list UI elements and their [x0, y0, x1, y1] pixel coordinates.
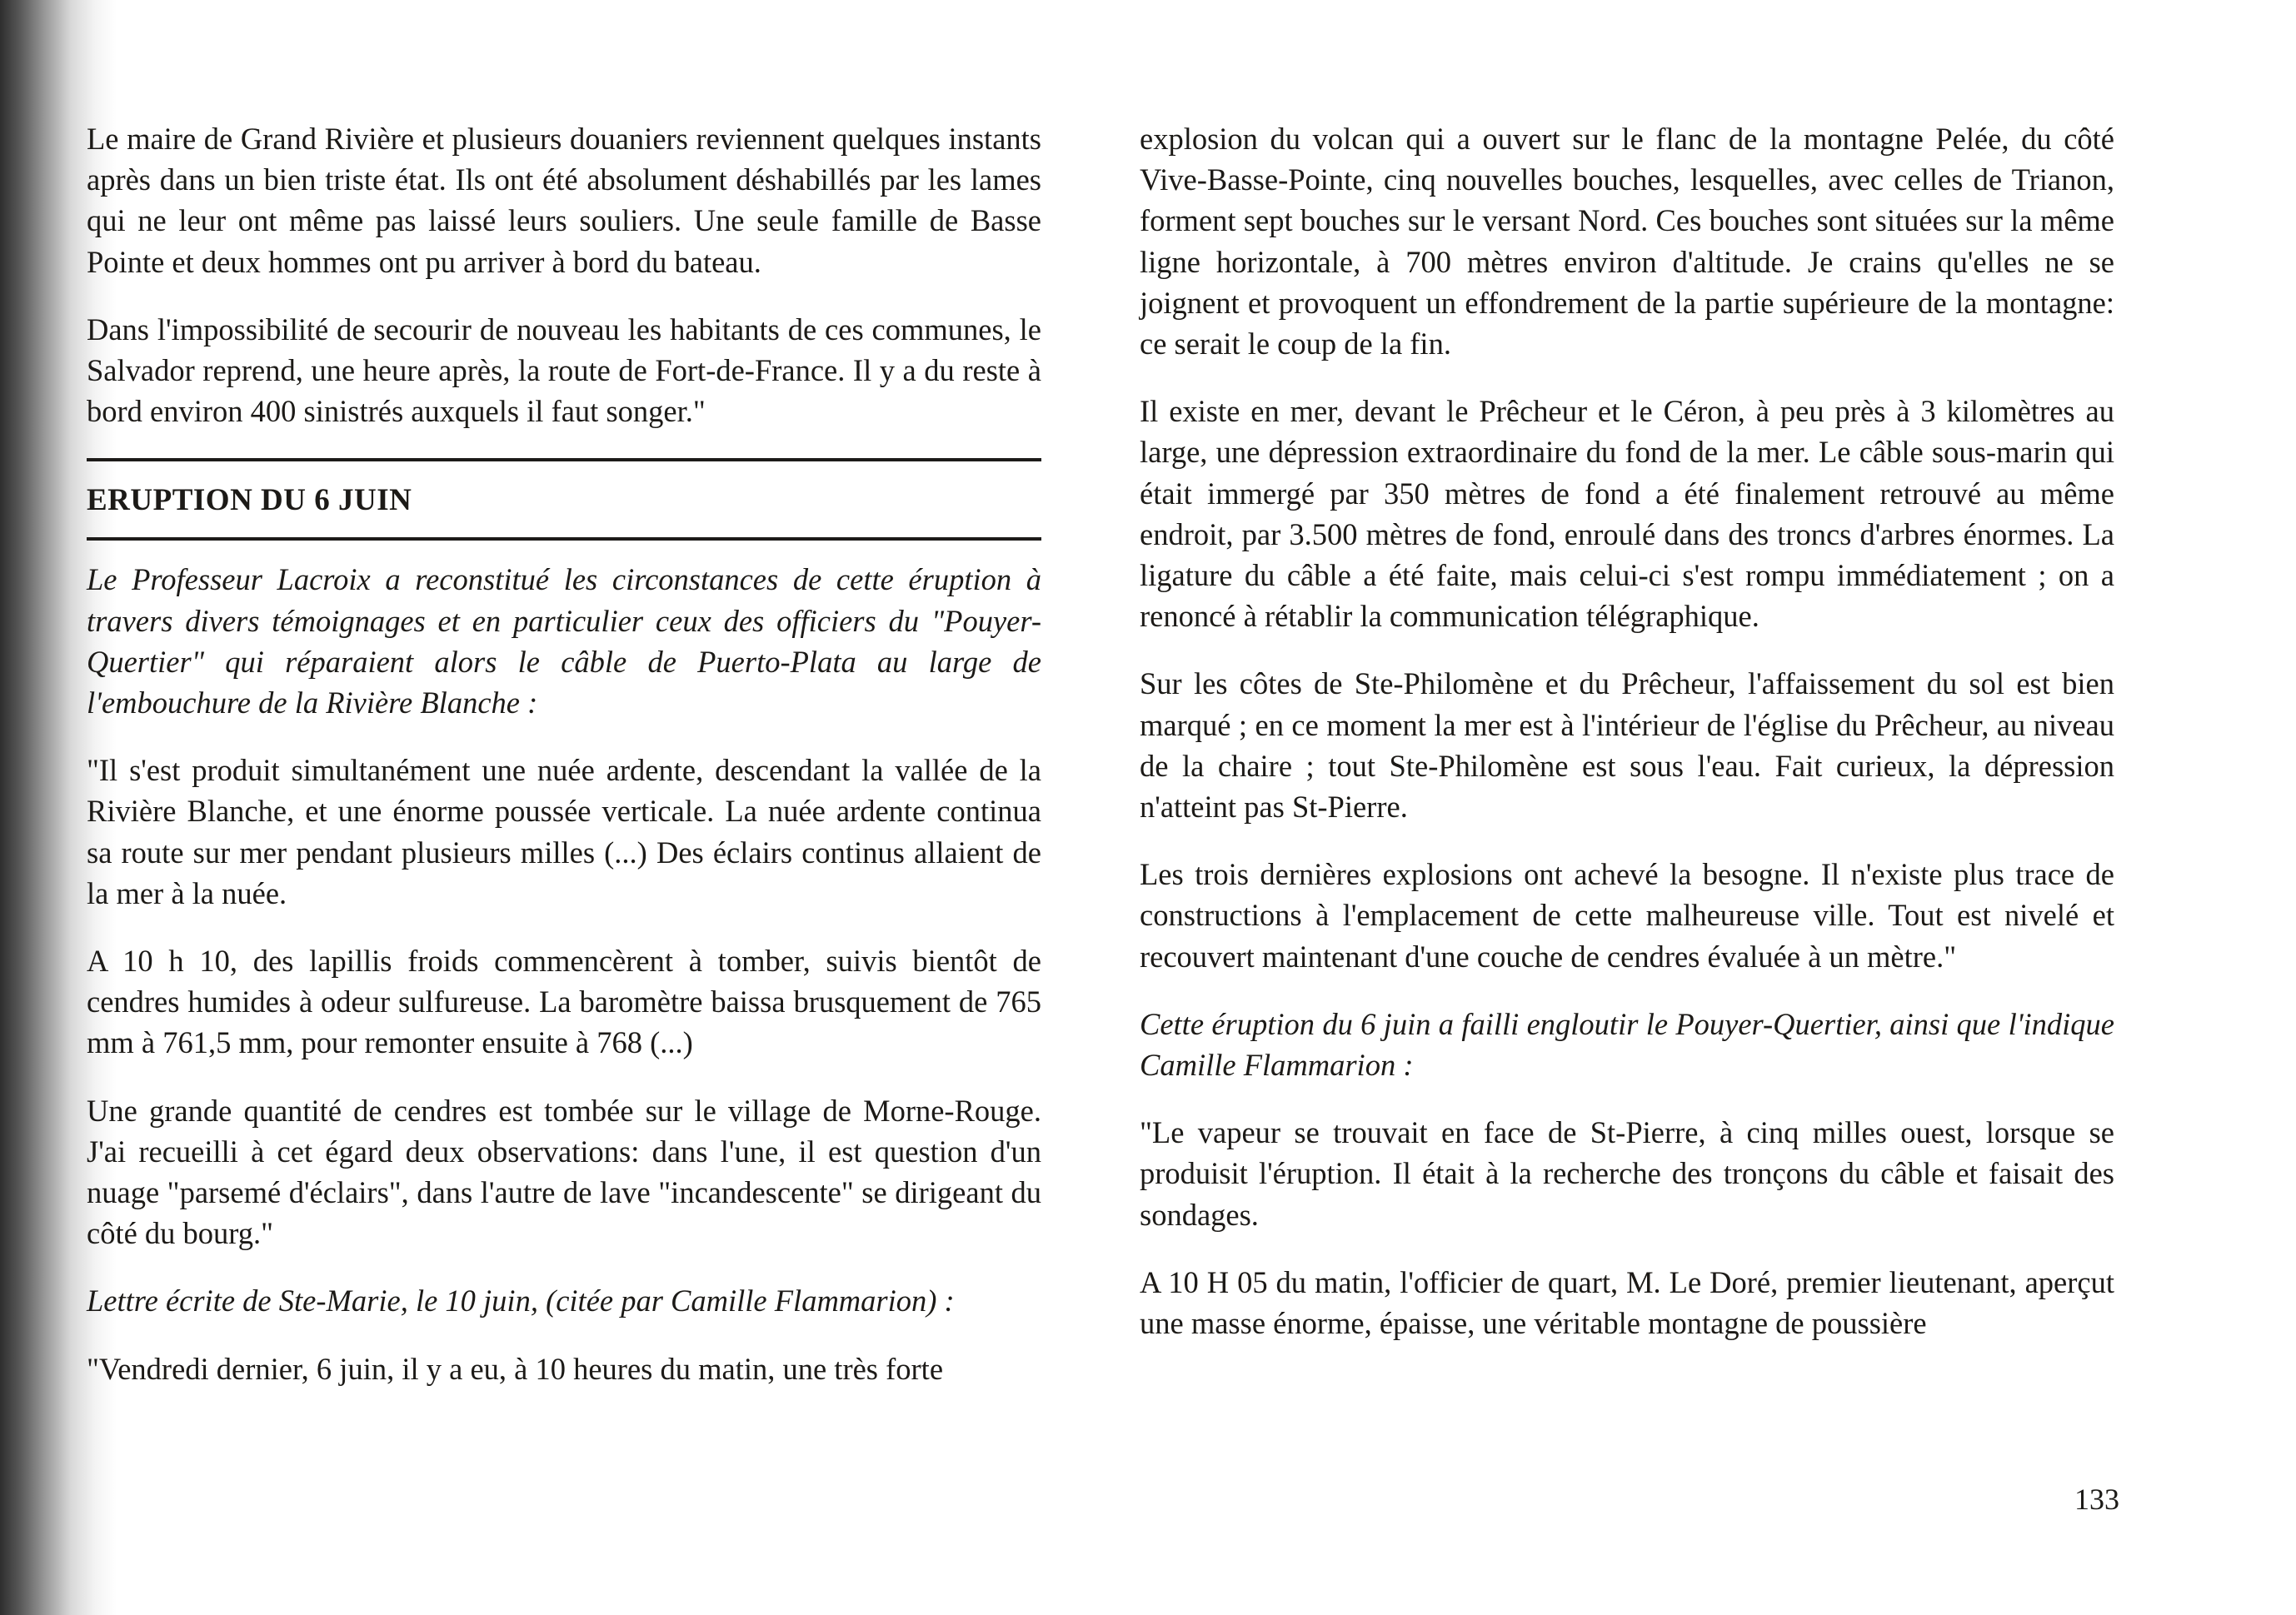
- section-heading: ERUPTION DU 6 JUIN: [87, 483, 412, 518]
- italic-paragraph: Lettre écrite de Ste-Marie, le 10 juin, (citée par Camille Flammarion) :: [87, 1284, 955, 1318]
- page-number: 133: [2074, 1483, 2119, 1516]
- paragraph: Dans l'impossibilité de secourir de nouveau les habitants de ces communes, le Salvador reprend, une heure après, la route de Fort-de-France. Il y a du reste à bord environ 400 sinistrés auxquels il faut songer.": [87, 312, 1041, 429]
- left-column: [87, 118, 1041, 1416]
- section-rule-top: [87, 458, 1041, 461]
- right-column: [1140, 118, 2114, 1370]
- paragraph: "Il s'est produit simultanément une nuée ardente, descendant la vallée de la Rivière Blanche, et une énorme poussée verticale. La nuée ardente continua sa route sur mer pendant plusieurs milles (...) Des éclairs continus allaient de la mer à la nuée.: [87, 753, 1041, 910]
- italic-paragraph: Cette éruption du 6 juin a failli engloutir le Pouyer-Quertier, ainsi que l'indique Camille Flammarion :: [1140, 1006, 2114, 1083]
- paragraph: "Le vapeur se trouvait en face de St-Pierre, à cinq milles ouest, lorsque se produisit l'éruption. Il était à la recherche des tronçons du câble et faisait des sondages.: [1140, 1115, 2114, 1232]
- paragraph: Il existe en mer, devant le Prêcheur et le Céron, à peu près à 3 kilomètres au large, une dépression extraordinaire du fond de la mer. Le câble sous-marin qui était immergé par 350 mètres de fond a été finalement retrouvé au même endroit, par 3.500 mètres de fond, enroulé dans des troncs d'arbres énormes. La ligature du câble a été faite, mais celui-ci s'est rompu immédiatement ; on a renoncé à rétablir la communication télégraphique.: [1140, 394, 2114, 634]
- paragraph: Une grande quantité de cendres est tombée sur le village de Morne-Rouge. J'ai recueilli à cet égard deux observations: dans l'une, il est question d'un nuage "parsemé d'éclairs", dans l'autre de lave "incandescente" se dirigeant du côté du bourg.": [87, 1093, 1041, 1251]
- italic-paragraph: Le Professeur Lacroix a reconstitué les circonstances de cette éruption à travers divers témoignages et en particulier ceux des officiers du "Pouyer-Quertier" qui réparaient alors le câble de Puerto-Plata au large de l'embouchure de la Rivière Blanche :: [87, 562, 1041, 720]
- paragraph: explosion du volcan qui a ouvert sur le flanc de la montagne Pelée, du côté Vive-Basse-Pointe, cinq nouvelles bouches, lesquelles, avec celles de Trianon, forment sept bouches sur le versant Nord. Ces bouches sont situées sur la même ligne horizontale, à 700 mètres environ d'altitude. Je crains qu'elles ne se joignent et provoquent un effondrement de la partie supérieure de la montagne: ce serait le coup de la fin.: [1140, 122, 2114, 361]
- section-rule-bottom: [87, 537, 1041, 541]
- paragraph: Sur les côtes de Ste-Philomène et du Prêcheur, l'affaissement du sol est bien marqué ; en ce moment la mer est à l'intérieur de l'église du Prêcheur, au niveau de la chaire ; tout Ste-Philomène est sous l'eau. Fait curieux, la dépression n'atteint pas St-Pierre.: [1140, 666, 2114, 825]
- paragraph: A 10 H 05 du matin, l'officier de quart, M. Le Doré, premier lieutenant, aperçut une masse énorme, épaisse, une véritable montagne de poussière: [1140, 1264, 2114, 1341]
- paragraph: A 10 h 10, des lapillis froids commencèrent à tomber, suivis bientôt de cendres humides à odeur sulfureuse. La baromètre baissa brusquement de 765 mm à 761,5 mm, pour remonter ensuite à 768 (...): [87, 944, 1041, 1060]
- paragraph: "Vendredi dernier, 6 juin, il y a eu, à 10 heures du matin, une très forte: [87, 1351, 944, 1386]
- paragraph: Les trois dernières explosions ont achevé la besogne. Il n'existe plus trace de constructions à l'emplacement de cette malheureuse ville. Tout est nivelé et recouvert maintenant d'une couche de cendres évaluée à un mètre.": [1140, 857, 2114, 974]
- paragraph: Le maire de Grand Rivière et plusieurs douaniers reviennent quelques instants après dans un bien triste état. Ils ont été absolument déshabillés par les lames qui ne leur ont même pas laissé leurs souliers. Une seule famille de Basse Pointe et deux hommes ont pu arriver à bord du bateau.: [87, 122, 1041, 279]
